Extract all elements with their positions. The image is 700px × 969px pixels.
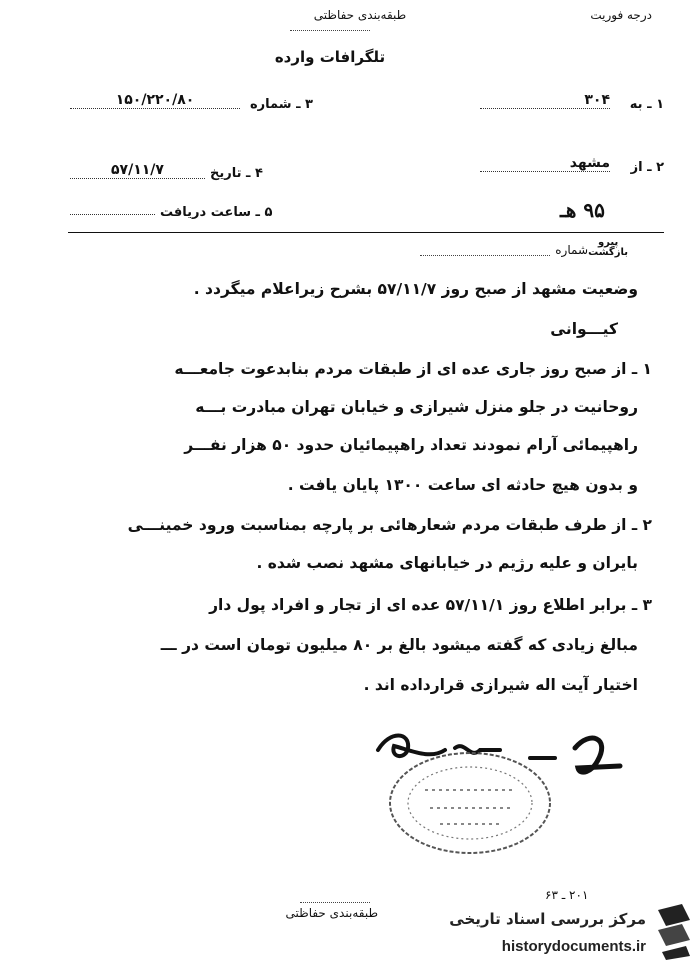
received-time-dots [70, 214, 155, 215]
body-line-4: روحانیت در جلو منزل شیرازی و خیابان تهران مبادرت بـــه [195, 398, 638, 416]
number-label: ۳ ـ شماره [250, 97, 313, 112]
classification-label-bottom: طبقه‌بندی حفاظتی [285, 906, 378, 920]
ref-number-dots [420, 255, 550, 256]
watermark-title: مرکز بررسی اسناد تاریخی [449, 910, 646, 928]
ref-label [588, 238, 628, 258]
body-line-10: مبالغ زیادی که گفته میشود بالغ بر ۸۰ میلیون تومان است در ـــ [160, 636, 638, 654]
from-value: مشهد [480, 155, 610, 172]
body-line-7: ۲ ـ از طرف طبقات مردم شعارهائی بر پارچه بمناسبت ورود خمینـــی [127, 516, 652, 534]
page-code: ۲۰۱ ـ ۶۳ [545, 888, 589, 902]
ref-number-label: شماره [555, 243, 588, 257]
body-line-3: ۱ ـ از صبح روز جاری عده ای از طبقات مردم بنابدعوت جامعـــه [174, 360, 652, 378]
document-title: تلگرافات وارده [274, 48, 386, 66]
body-line-8: بایران و علیه رژیم در خیابانهای مشهد نصب شده . [256, 554, 638, 572]
priority-label: درجه فوریت [590, 8, 652, 22]
watermark-url: historydocuments.ir [501, 938, 646, 955]
ref-label-top: پیرو [597, 237, 619, 248]
handwritten-number: ۹۵ هـ [560, 198, 605, 222]
body-line-5: راهپیمائی آرام نمودند تعداد راهپیمائیان حدود ۵۰ هزار نفـــر [184, 436, 638, 454]
classification-underline [290, 30, 370, 31]
classification-label-top: طبقه‌بندی حفاظتی [313, 8, 407, 22]
body-line-1: وضعیت مشهد از صبح روز ۵۷/۱۱/۷ بشرح زیراعلام میگردد . [193, 280, 638, 298]
received-time-label: ۵ ـ ساعت دریافت [160, 205, 273, 220]
date-value: ۵۷/۱۱/۷ [70, 162, 205, 179]
footer-dotted-line [300, 902, 370, 903]
body-line-9: ۳ ـ برابر اطلاع روز ۵۷/۱۱/۱ عده ای از تجار و افراد پول دار [209, 596, 652, 614]
to-value: ۳۰۴ [480, 92, 610, 109]
from-label: ۲ ـ از [630, 160, 664, 175]
stamp-seal [385, 748, 555, 858]
ref-label-bottom: بازگشت [588, 247, 628, 258]
to-label: ۱ ـ به [629, 97, 664, 112]
body-line-11: اختیار آیت اله شیرازی قرارداده اند . [363, 676, 638, 694]
number-value: ۱۵۰/۲۲۰/۸۰ [70, 92, 240, 109]
archive-logo-icon [652, 900, 696, 962]
body-line-2: کیـــوانی [550, 320, 618, 338]
body-line-6: و بدون هیچ حادثه ای ساعت ۱۳۰۰ پایان یافت . [287, 476, 638, 494]
date-label: ۴ ـ تاریخ [210, 166, 263, 181]
separator-rule [68, 232, 664, 233]
